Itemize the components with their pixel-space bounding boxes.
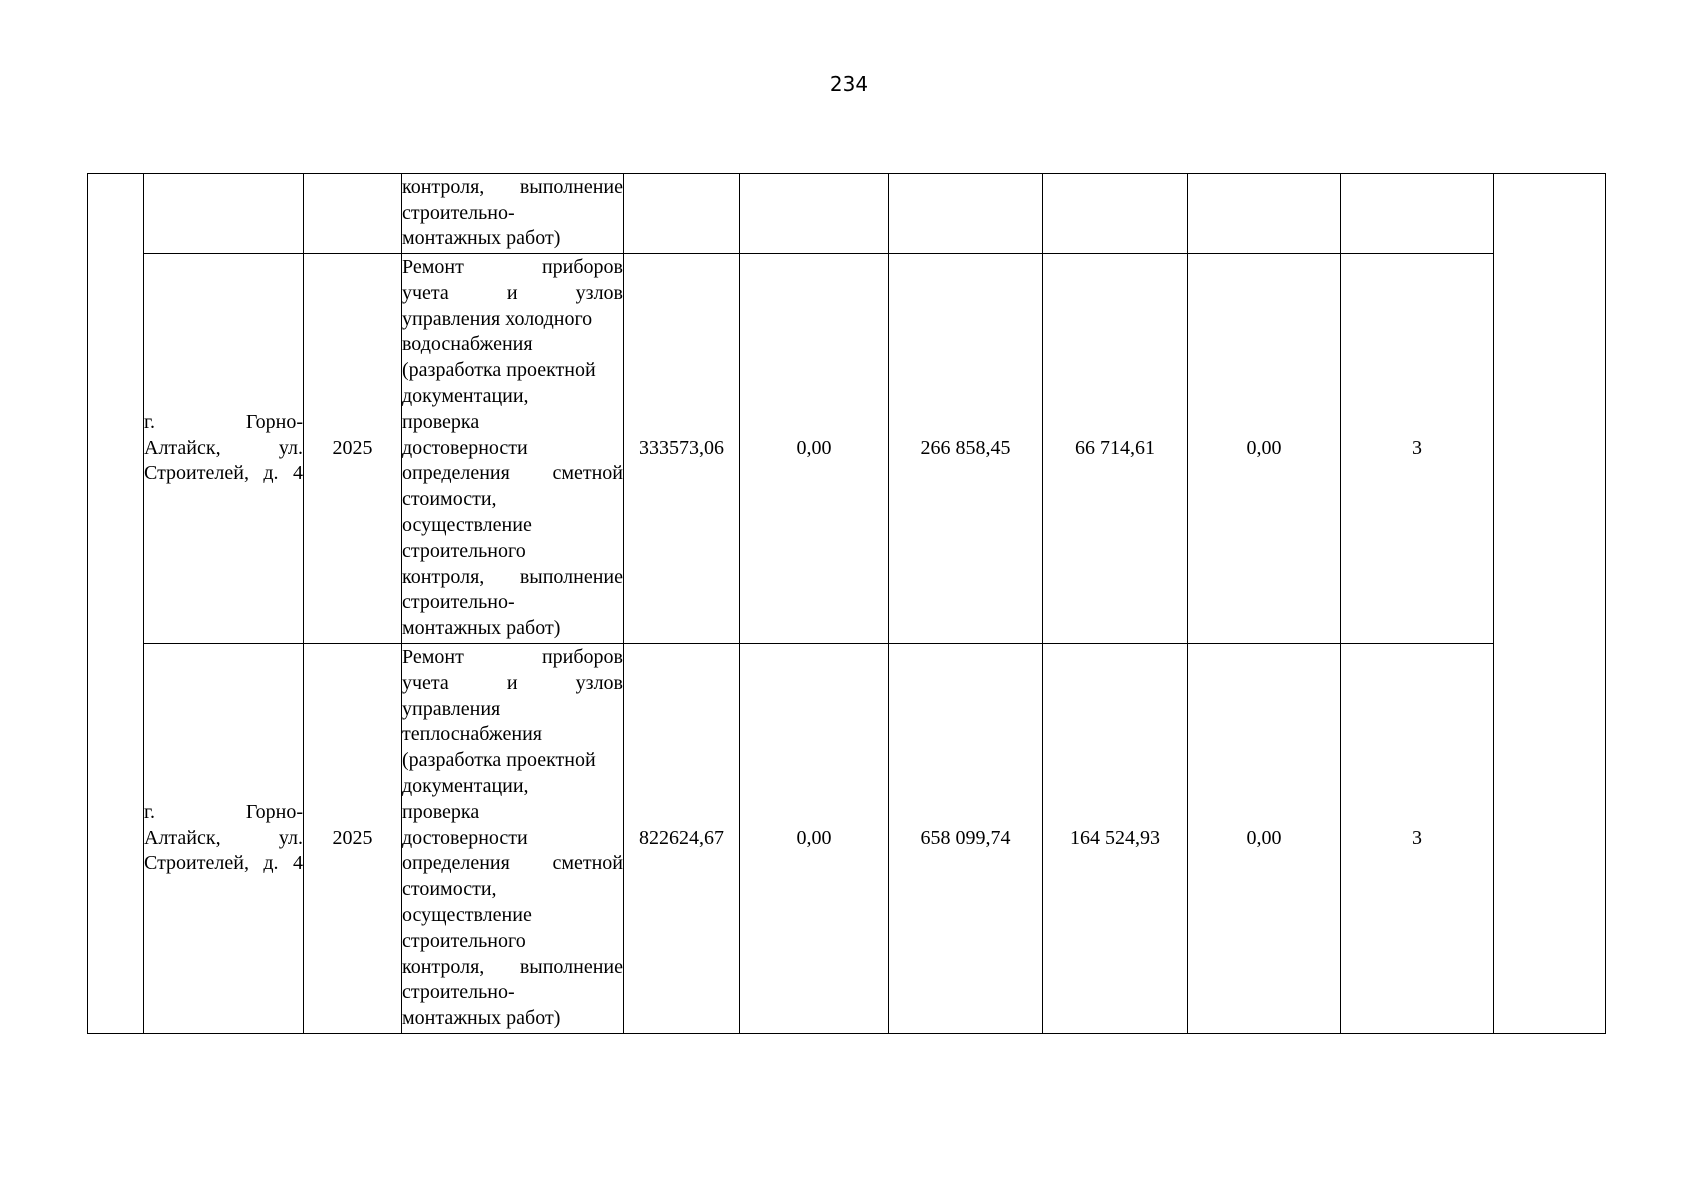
address-cell: г. Горно- Алтайск, ул. Строителей, д. 4 xyxy=(144,644,304,1034)
work-description-cell: Ремонт приборов учета и узлов управления холодного водоснабжения (разработка проектной документации, проверка достоверности определения сметной стоимости, осуществление строительного контроля, выполнение строительно- монтажных работ) xyxy=(402,254,624,644)
amount-cell: 0,00 xyxy=(740,644,889,1034)
table-row xyxy=(88,254,1606,644)
table-row xyxy=(88,644,1606,1034)
count-cell: 3 xyxy=(1341,254,1494,644)
work-line: контроля, выполнение xyxy=(402,175,623,198)
year-cell: 2025 xyxy=(304,644,402,1034)
work-description-cell: Ремонт приборов учета и узлов управления теплоснабжения (разработка проектной документации, проверка достоверности определения сметной стоимости, осуществление строительного контроля, выполнение строительно- монтажных работ) xyxy=(402,644,624,1034)
work-line: строительно- xyxy=(402,201,515,224)
year-cell xyxy=(304,174,402,254)
work-description-cell xyxy=(402,174,624,254)
table-row-continued xyxy=(88,174,1606,254)
amount-cell xyxy=(740,174,889,254)
total-cell xyxy=(624,174,740,254)
total-cell: 822624,67 xyxy=(624,644,740,1034)
work-line: монтажных работ) xyxy=(402,227,561,250)
page-number: 234 xyxy=(829,72,869,96)
index-cell xyxy=(88,174,144,1034)
amount-cell: 66 714,61 xyxy=(1043,254,1188,644)
amount-cell xyxy=(889,174,1043,254)
address-cell xyxy=(144,174,304,254)
estimate-table xyxy=(87,173,1606,1034)
amount-cell: 0,00 xyxy=(740,254,889,644)
address-cell: г. Горно- Алтайск, ул. Строителей, д. 4 xyxy=(144,254,304,644)
total-cell: 333573,06 xyxy=(624,254,740,644)
amount-cell: 658 099,74 xyxy=(889,644,1043,1034)
amount-cell xyxy=(1188,174,1341,254)
amount-cell xyxy=(1043,174,1188,254)
year-cell: 2025 xyxy=(304,254,402,644)
amount-cell: 266 858,45 xyxy=(889,254,1043,644)
amount-cell: 164 524,93 xyxy=(1043,644,1188,1034)
count-cell xyxy=(1341,174,1494,254)
count-cell: 3 xyxy=(1341,644,1494,1034)
amount-cell: 0,00 xyxy=(1188,254,1341,644)
last-column-cell xyxy=(1494,174,1606,1034)
amount-cell: 0,00 xyxy=(1188,644,1341,1034)
